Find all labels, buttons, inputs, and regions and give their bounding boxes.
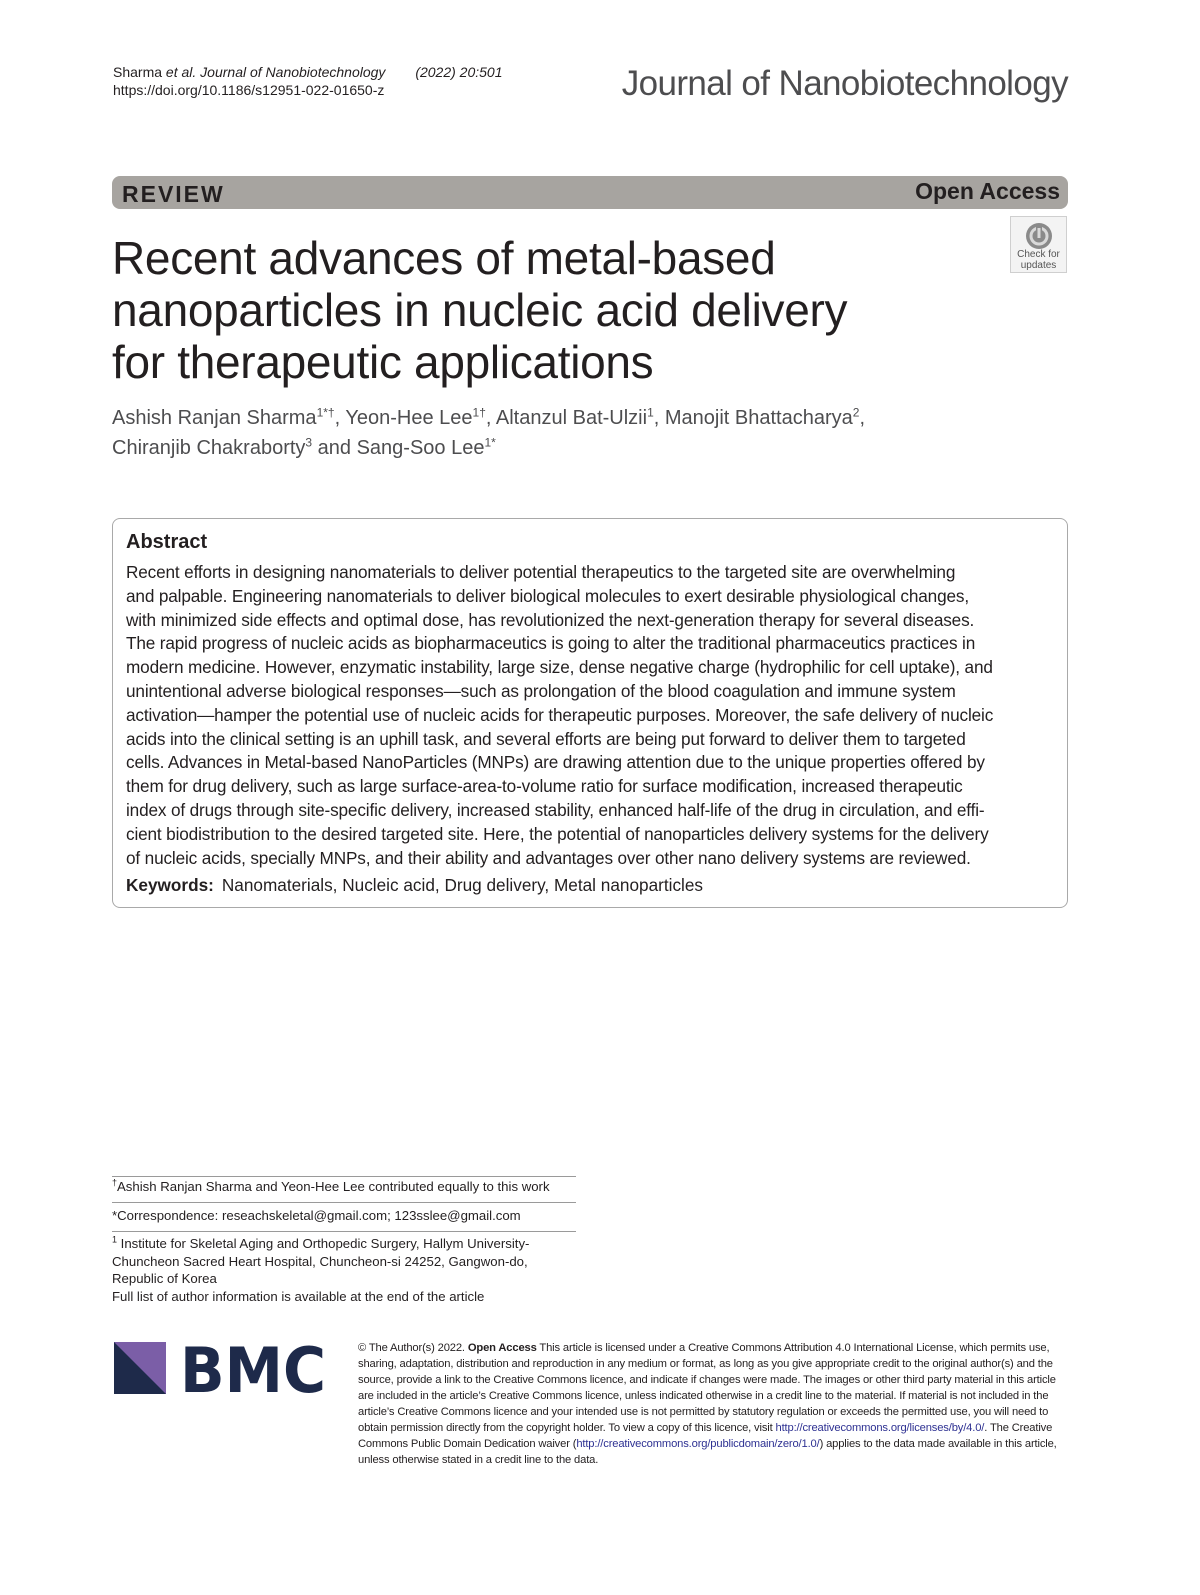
author-separator: ,: [334, 407, 346, 429]
author-separator: ,: [485, 407, 496, 429]
copyright-text: © The Author(s) 2022.: [358, 1342, 468, 1354]
author-separator: ,: [653, 407, 665, 429]
author-name[interactable]: Ashish Ranjan Sharma: [112, 407, 317, 429]
citation-line: [113, 63, 503, 81]
footnote-divider: [112, 1176, 576, 1177]
affiliation-note: [112, 1235, 582, 1305]
check-for-updates-line1: Check for: [1017, 249, 1060, 260]
keywords-list: Nanomaterials, Nucleic acid, Drug delivery, Metal nanoparticles: [221, 875, 704, 895]
citation-year-volume: (2022) 20:501: [415, 64, 503, 80]
author-info-note: Full list of author information is available at the end of the article: [112, 1288, 485, 1304]
citation-journal: Journal of Nanobiotechnology: [200, 64, 386, 80]
citation-author: Sharma: [113, 64, 163, 80]
check-for-updates-text: [1011, 249, 1066, 271]
author-name[interactable]: Manojit Bhattacharya: [664, 407, 853, 429]
author-name[interactable]: Chiranjib Chakraborty: [112, 437, 306, 459]
author-affiliation: 2: [852, 405, 860, 420]
footnote-divider: [112, 1202, 576, 1203]
check-for-updates-badge[interactable]: [1010, 216, 1067, 273]
license-text: ) applies to the data made available in this article, unless otherwise stated in a credit line to the data.: [358, 1438, 1057, 1466]
author-affiliation: 1†: [472, 405, 486, 420]
check-for-updates-line2: updates: [1020, 260, 1057, 271]
author-affiliation: 1*†: [316, 405, 335, 420]
abstract-line: The rapid progress of nucleic acids as biopharmaceutics is going to alter the traditional pharmaceutics practices in: [126, 633, 976, 654]
author-name[interactable]: Yeon-Hee Lee: [345, 407, 473, 429]
license-text: . The Creative Commons Public Domain Dedication waiver (: [358, 1422, 1053, 1450]
affiliation-line-1: Institute for Skeletal Aging and Orthopedic Surgery, Hallym University-: [117, 1236, 530, 1251]
equal-contribution-note: [112, 1178, 582, 1196]
abstract-heading: Abstract: [126, 531, 208, 553]
affiliation-line-2: Chuncheon Sacred Heart Hospital, Chuncheon-si 24252, Gangwon-do,: [112, 1253, 528, 1269]
cc-zero-link[interactable]: http://creativecommons.org/publicdomain/zero/1.0/: [576, 1438, 820, 1450]
footnote-divider: [112, 1231, 576, 1232]
abstract-line: unintentional adverse biological responses—such as prolongation of the blood coagulation and immune system: [126, 680, 956, 701]
abstract-line: cient biodistribution to the desired targeted site. Here, the potential of nanoparticles delivery systems for the delivery: [126, 823, 989, 844]
bmc-logo-text: BMC: [180, 1340, 326, 1396]
open-access-label: Open Access: [915, 178, 1060, 204]
citation-etal: et al.: [165, 64, 197, 80]
abstract-line: cells. Advances in Metal-based NanoParticles (MNPs) are drawing attention due to the unique properties offered by: [126, 752, 985, 773]
author-separator: ,: [859, 407, 866, 429]
correspondence-note[interactable]: *Correspondence: reseachskeletal@gmail.com; 123sslee@gmail.com: [112, 1208, 521, 1223]
abstract-text: [126, 561, 1056, 870]
author-affiliation: 1: [647, 405, 654, 420]
license-open-access: Open Access: [467, 1342, 537, 1354]
dagger-mark: †: [112, 1177, 118, 1188]
title-line-3: for therapeutic applications: [112, 336, 654, 388]
license-statement: [358, 1340, 1070, 1468]
author-list: [112, 403, 1012, 463]
article-type-bar: [112, 176, 1068, 209]
abstract-line: modern medicine. However, enzymatic instability, large size, dense negative charge (hydrophilic for cell uptake), and: [126, 657, 993, 678]
abstract-line: with minimized side effects and optimal dose, has revolutionized the next-generation therapy for several diseases.: [126, 609, 975, 630]
check-for-updates-icon: [1025, 222, 1053, 250]
article-title: [112, 232, 972, 388]
doi-link[interactable]: https://doi.org/10.1186/s12951-022-01650-z: [113, 82, 385, 98]
citation-header: [113, 63, 503, 99]
title-line-2: nanoparticles in nucleic acid delivery: [112, 284, 848, 336]
article-type-label: REVIEW: [122, 181, 225, 207]
abstract-line: them for drug delivery, such as large surface-area-to-volume ratio for surface modification, increased therapeutic: [126, 776, 963, 797]
cc-by-link[interactable]: http://creativecommons.org/licenses/by/4.0/: [775, 1422, 985, 1434]
author-separator: and: [312, 437, 357, 459]
license-text: This article is licensed under a Creative Commons Attribution 4.0 International License, which permits use, sharing, adaptation, distribution and reproduction in any medium or format, as long as you give appropriate credit to the original author(s) and the source, provide a link to the Creative Commons licence, and indicate if changes were made. The images or other third party material in this article are included in the article’s Creative Commons licence, unless indicated otherwise in a credit line to the material. If material is not included in the article’s Creative Commons licence and your intended use is not permitted by statutory regulation or exceeds the permitted use, you will need to obtain permission directly from the copyright holder. To view a copy of this licence, visit: [358, 1342, 1056, 1434]
author-affiliation: 3: [305, 435, 313, 450]
bmc-logo: [114, 1340, 328, 1396]
author-affiliation: 1*: [484, 435, 496, 450]
abstract-line: index of drugs through site-specific delivery, increased stability, enhanced half-life of the drug in circulation, and effi-: [126, 799, 985, 820]
abstract-line: of nucleic acids, specially MNPs, and their ability and advantages over other nano delivery systems are reviewed.: [126, 847, 971, 868]
title-line-1: Recent advances of metal-based: [112, 232, 776, 284]
affiliation-line: [112, 1235, 582, 1253]
abstract-box: [112, 518, 1068, 908]
abstract-line: activation—hamper the potential use of nucleic acids for therapeutic purposes. Moreover, the safe delivery of nucleic: [126, 704, 994, 725]
affiliation-line-3: Republic of Korea: [112, 1271, 217, 1286]
journal-name: Journal of Nanobiotechnology: [621, 64, 1068, 103]
abstract-line: acids into the clinical setting is an uphill task, and several efforts are being put forward to deliver them to targeted: [126, 728, 966, 749]
keywords: [126, 875, 1056, 896]
keywords-label: Keywords:: [126, 875, 214, 895]
abstract-line: and palpable. Engineering nanomaterials to deliver biological molecules to exert desirable physiological changes,: [126, 585, 969, 606]
affiliation-number: 1: [112, 1234, 118, 1245]
author-name[interactable]: Altanzul Bat-Ulzii: [495, 407, 648, 429]
equal-contribution-text: Ashish Ranjan Sharma and Yeon-Hee Lee contributed equally to this work: [117, 1179, 550, 1194]
abstract-line: Recent efforts in designing nanomaterials to deliver potential therapeutics to the targeted site are overwhelming: [126, 562, 956, 582]
author-name[interactable]: Sang-Soo Lee: [356, 437, 485, 459]
